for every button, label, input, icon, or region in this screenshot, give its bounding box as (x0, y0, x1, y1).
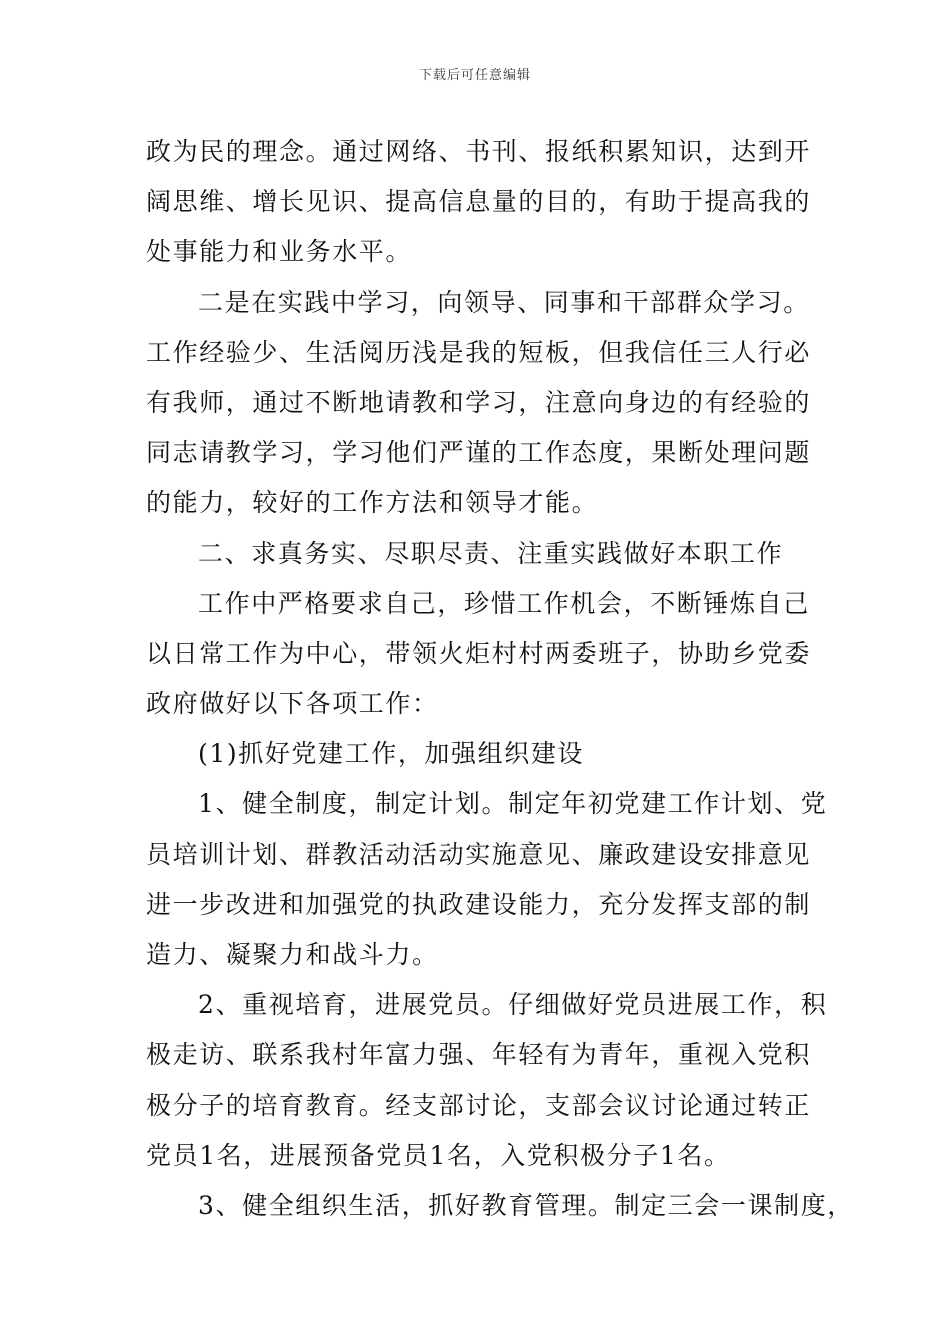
text-line: 有我师，通过不断地请教和学习，注意向身边的有经验的 (146, 387, 812, 417)
text-line: 进一步改进和加强党的执政建设能力，充分发挥支部的制 (146, 889, 812, 919)
text-line: 的能力，较好的工作方法和领导才能。 (146, 488, 599, 518)
text-line: 同志请教学习，学习他们严谨的工作态度，果断处理问题 (146, 438, 812, 468)
page-header: 下载后可任意编辑 (418, 68, 531, 83)
text-line: 极走访、联系我村年富力强、年轻有为青年，重视入党积 (146, 1040, 812, 1070)
text-line: 党员1名，进展预备党员1名，入党积极分子1名。 (146, 1140, 731, 1170)
paragraph-start-line: 二是在实践中学习，向领导、同事和干部群众学习。 (198, 287, 810, 317)
text-line: 政府做好以下各项工作： (146, 689, 439, 719)
document-body (146, 127, 854, 1231)
paragraph-start-line: 1、健全制度，制定计划。制定年初党建工作计划、党 (198, 789, 828, 819)
text-line: 以日常工作为中心，带领火炬村村两委班子，协助乡党委 (146, 638, 812, 668)
text-line: 工作经验少、生活阅历浅是我的短板，但我信任三人行必 (146, 337, 812, 367)
paragraph-start-line: 2、重视培育，进展党员。仔细做好党员进展工作，积 (198, 990, 828, 1020)
text-line: 员培训计划、群教活动活动实施意见、廉政建设安排意见 (146, 839, 812, 869)
paragraph-start-line: 工作中严格要求自己，珍惜工作机会，不断锤炼自己 (198, 588, 810, 618)
text-line: 阔思维、增长见识、提高信息量的目的，有助于提高我的 (146, 187, 812, 217)
subsection-heading: (1)抓好党建工作，加强组织建设 (198, 739, 585, 769)
text-line: 处事能力和业务水平。 (146, 237, 413, 267)
text-line: 政为民的理念。通过网络、书刊、报纸积累知识，达到开 (146, 137, 812, 166)
paragraph-start-line: 3、健全组织生活，抓好教育管理。制定三会一课制度， (198, 1190, 854, 1220)
section-heading: 二、求真务实、尽职尽责、注重实践做好本职工作 (198, 538, 784, 568)
text-line: 极分子的培育教育。经支部讨论，支部会议讨论通过转正 (146, 1090, 812, 1120)
text-line: 造力、凝聚力和战斗力。 (146, 940, 439, 969)
